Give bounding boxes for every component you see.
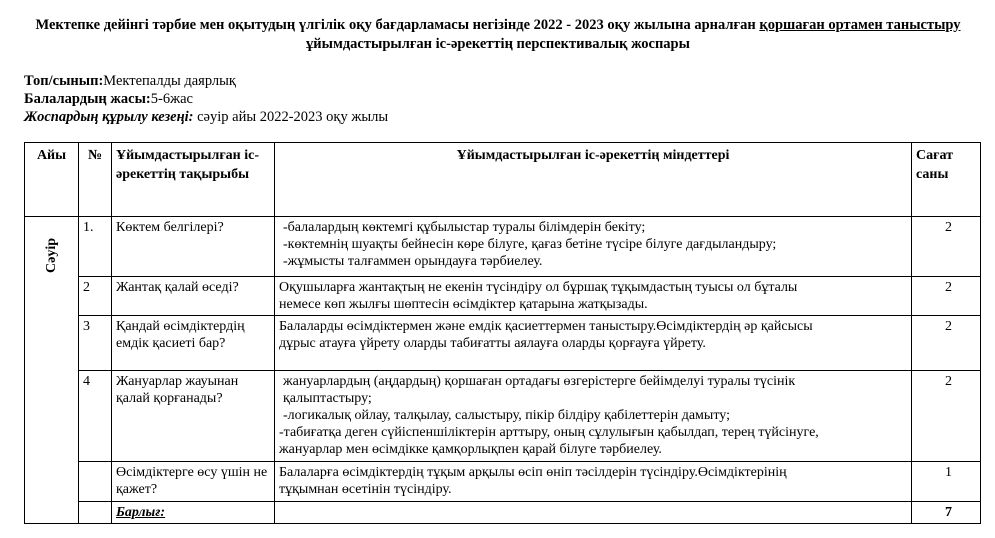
group-label: Топ/сынып: bbox=[24, 73, 104, 89]
header-hours: Сағат саны bbox=[912, 143, 981, 217]
row-topic: Қандай өсімдіктердің емдік қасиеті бар? bbox=[112, 316, 275, 371]
task-line: немесе көп жылғы шөптесін өсімдіктер қатарына жатқызады. bbox=[279, 297, 648, 312]
title-part-1: Мектепке дейінгі тәрбие мен оқытудың үлгілік оқу бағдарламасы негізінде 2022 - 2023 оқу жылына арналған bbox=[35, 17, 760, 33]
title-subject: қоршаған ортамен таныстыру bbox=[759, 17, 961, 33]
total-hours: 7 bbox=[912, 502, 981, 524]
table-row bbox=[25, 316, 981, 371]
age-label: Балалардың жасы: bbox=[24, 91, 151, 107]
row-hours: 2 bbox=[912, 316, 981, 371]
table-header-row bbox=[25, 143, 981, 217]
task-line: Оқушыларға жантақтың не екенін түсіндіру ол бұршақ тұқымдастың туысы ол бұталы bbox=[279, 280, 798, 295]
age-value: 5-6жас bbox=[150, 91, 193, 107]
period-label: Жоспардың құрылу кезеңі: bbox=[24, 109, 194, 125]
task-line: дұрыс атауға үйрету оларды табиғатты аялауға оларды қорғауға үйрету. bbox=[279, 336, 706, 351]
task-line: жануарлардың (аңдардың) қоршаған ортадағы өзгерістерге бейімделуі туралы түсінік bbox=[283, 374, 796, 389]
header-topic: Ұйымдастырылған іс-әрекеттің тақырыбы bbox=[112, 143, 275, 217]
row-topic: Өсімдіктерге өсу үшін не қажет? bbox=[112, 462, 275, 502]
total-label: Барлығ: bbox=[112, 502, 275, 524]
row-topic: Көктем белгілері? bbox=[112, 217, 275, 277]
meta-age bbox=[24, 90, 193, 108]
total-tasks-cell bbox=[275, 502, 912, 524]
month-cell bbox=[25, 217, 79, 524]
header-tasks: Ұйымдастырылған іс-әрекеттің міндеттері bbox=[275, 143, 912, 217]
row-hours: 2 bbox=[912, 277, 981, 316]
header-number: № bbox=[79, 143, 112, 217]
row-tasks bbox=[275, 316, 912, 371]
total-row bbox=[25, 502, 981, 524]
task-line: -жұмысты талғаммен орындауға тәрбиелеу. bbox=[283, 254, 543, 269]
row-topic: Жантақ қалай өседі? bbox=[112, 277, 275, 316]
row-topic: Жануарлар жауынан қалай қорғанады? bbox=[112, 371, 275, 462]
total-number-cell bbox=[79, 502, 112, 524]
document-title bbox=[24, 16, 972, 54]
table-row bbox=[25, 371, 981, 462]
task-line: -логикалық ойлау, талқылау, салыстыру, пікір білдіру қабілеттерін дамыту; bbox=[283, 408, 730, 423]
task-line: -табиғатқа деген сүйіспеншіліктерін арттыру, оның сұлулығын қабылдап, терең түйсінуге, bbox=[279, 425, 819, 440]
row-tasks bbox=[275, 371, 912, 462]
row-hours: 1 bbox=[912, 462, 981, 502]
task-line: -балалардың көктемгі құбылыстар туралы білімдерін бекіту; bbox=[283, 220, 646, 235]
month-label: Сәуір bbox=[44, 238, 59, 273]
row-number bbox=[79, 462, 112, 502]
row-tasks bbox=[275, 462, 912, 502]
row-tasks bbox=[275, 217, 912, 277]
row-hours: 2 bbox=[912, 217, 981, 277]
row-number: 1. bbox=[79, 217, 112, 277]
meta-group bbox=[24, 72, 236, 90]
task-line: жануарлар мен өсімдікке қамқорлықпен қарай білуге тәрбиелеу. bbox=[279, 442, 662, 457]
table-row bbox=[25, 277, 981, 316]
row-hours: 2 bbox=[912, 371, 981, 462]
header-month: Айы bbox=[25, 143, 79, 217]
task-line: Балаларға өсімдіктердің тұқым арқылы өсіп өніп тәсілдерін түсіндіру.Өсімдіктерінің bbox=[279, 465, 787, 480]
plan-table bbox=[24, 142, 981, 524]
row-number: 3 bbox=[79, 316, 112, 371]
row-tasks bbox=[275, 277, 912, 316]
table-row bbox=[25, 462, 981, 502]
row-number: 2 bbox=[79, 277, 112, 316]
meta-period bbox=[24, 108, 388, 126]
table-row bbox=[25, 217, 981, 277]
task-line: -көктемнің шуақты бейнесін көре білуге, қағаз бетіне түсіре білуге дағдыландыру; bbox=[283, 237, 777, 252]
task-line: қалыптастыру; bbox=[283, 391, 372, 406]
task-line: тұқымнан өсетінін түсіндіру. bbox=[279, 482, 452, 497]
title-part-2: ұйымдастырылған іс-әрекеттің перспективалық жоспары bbox=[306, 36, 690, 52]
group-value: Мектепалды даярлық bbox=[103, 73, 236, 89]
row-number: 4 bbox=[79, 371, 112, 462]
period-value: сәуір айы 2022-2023 оқу жылы bbox=[193, 109, 389, 125]
task-line: Балаларды өсімдіктермен және емдік қасиеттермен таныстыру.Өсімдіктердің әр қайсысы bbox=[279, 319, 813, 334]
